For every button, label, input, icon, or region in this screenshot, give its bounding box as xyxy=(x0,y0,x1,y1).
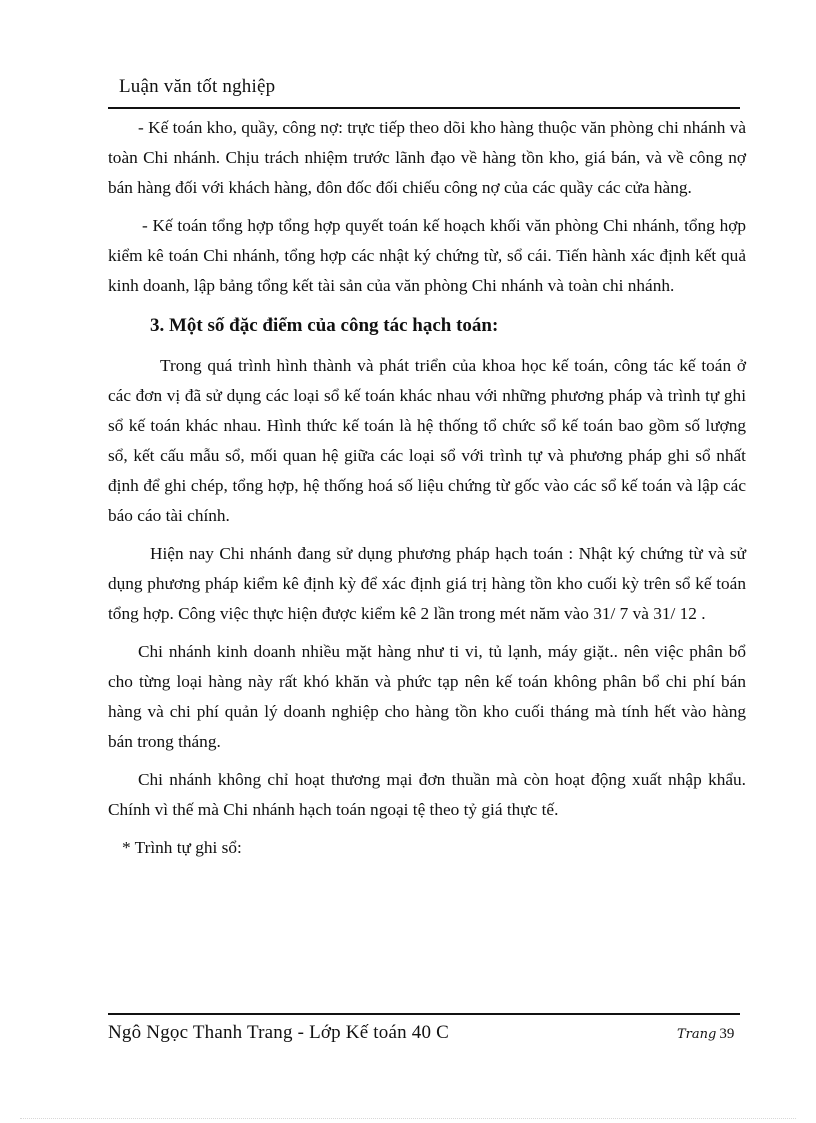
page-number xyxy=(677,1026,734,1043)
document-body xyxy=(108,113,746,863)
page-header-title: Luận văn tốt nghiệp xyxy=(119,76,276,97)
paragraph-warehouse-accounting: - Kế toán kho, quầy, công nợ: trực tiếp theo dõi kho hàng thuộc văn phòng chi nhánh và toàn Chi nhánh. Chịu trách nhiệm trước lãnh đạo về hàng tồn kho, giá bán, và về công nợ bán hàng đối với khách hàng, đôn đốc đối chiếu công nợ của các quầy các cửa hàng. xyxy=(108,118,746,197)
header-divider xyxy=(108,107,740,109)
paragraph-accounting-forms: Trong quá trình hình thành và phát triển của khoa học kế toán, công tác kế toán ở các đơn vị đã sử dụng các loại sổ kế toán khác nhau với những phương pháp và trình tự ghi sổ kế toán khác nhau. Hình thức kế toán là hệ thống tổ chức sổ kế toán bao gồm số lượng sổ, kết cấu mẫu sổ, mối quan hệ giữa các loại sổ với trình tự và phương pháp ghi sổ nhất định để ghi chép, tổng hợp, hệ thống hoá số liệu chứng từ gốc vào các sổ kế toán và lập các báo cáo tài chính. xyxy=(108,356,746,525)
paragraph-cost-allocation: Chi nhánh kinh doanh nhiều mặt hàng như ti vi, tủ lạnh, máy giặt.. nên việc phân bổ cho từng loại hàng này rất khó khăn và phức tạp nên kế toán không phân bổ chi phí bán hàng và chi phí quản lý doanh nghiệp cho hàng tồn kho cuối tháng mà tính hết vào hàng bán trong tháng. xyxy=(108,642,746,751)
page-bottom-dotted-line xyxy=(20,1118,796,1119)
paragraph-accounting-method: Hiện nay Chi nhánh đang sử dụng phương pháp hạch toán : Nhật ký chứng từ và sử dụng phương pháp kiểm kê định kỳ để xác định giá trị hàng tồn kho cuối kỳ trên sổ kế toán tổng hợp. Công việc thực hiện được kiểm kê 2 lần trong mét năm vào 31/ 7 và 31/ 12 . xyxy=(108,544,746,623)
footer-divider xyxy=(108,1013,740,1015)
page-number-value: 39 xyxy=(719,1026,735,1042)
section-heading: 3. Một số đặc điểm của công tác hạch toán: xyxy=(150,315,499,336)
paragraph-foreign-currency: Chi nhánh không chỉ hoạt thương mại đơn thuần mà còn hoạt động xuất nhập khẩu. Chính vì thế mà Chi nhánh hạch toán ngoại tệ theo tỷ giá thực tế. xyxy=(108,770,746,819)
page-label: Trang xyxy=(677,1027,717,1042)
paragraph-general-accounting: - Kế toán tổng hợp tổng hợp quyết toán kế hoạch khối văn phòng Chi nhánh, tổng hợp kiểm kê toán Chi nhánh, tổng hợp các nhật ký chứng từ, sổ cái. Tiến hành xác định kết quả kinh doanh, lập bảng tổng kết tài sản của văn phòng Chi nhánh và toàn chi nhánh. xyxy=(108,216,746,295)
paragraph-recording-sequence: * Trình tự ghi sổ: xyxy=(122,838,242,857)
footer-author: Ngô Ngọc Thanh Trang - Lớp Kế toán 40 C xyxy=(108,1022,449,1043)
